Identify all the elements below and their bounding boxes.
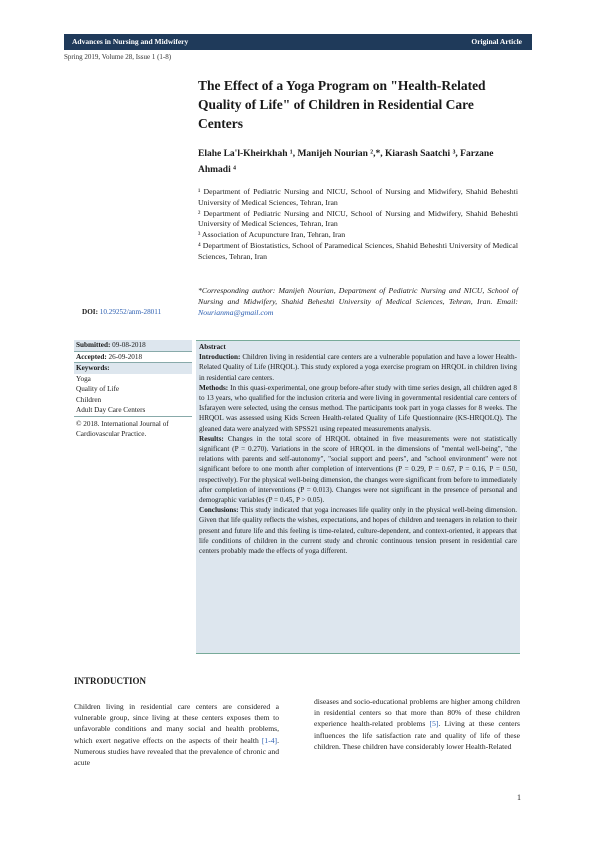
methods-label: Methods: bbox=[199, 383, 229, 392]
submitted-date: 09-08-2018 bbox=[112, 341, 146, 349]
affiliation-3: ³ Association of Acupuncture Iran, Tehran, Iran bbox=[198, 230, 346, 240]
body-column-2 bbox=[314, 696, 520, 752]
page-number: 1 bbox=[517, 793, 521, 802]
corresponding-author bbox=[198, 286, 518, 318]
col1-text-a: Children living in residential care centers are considered a vulnerable group, since living at these centers exposes them to unfavorable conditions and many social and health problems, which exert negative effects on the aspects of their health bbox=[74, 702, 279, 745]
doi bbox=[82, 308, 161, 316]
affiliation-4: ⁴ Department of Biostatistics, School of Paramedical Sciences, Shahid Beheshti University of Medical Sciences, Tehran, Iran bbox=[198, 240, 518, 261]
issue-info: Spring 2019, Volume 28, Issue 1 (1-8) bbox=[64, 53, 172, 61]
col2-text-a: diseases and socio-educational problems are higher among children in residential centers so that more than 80% of these children experience health-related problems bbox=[314, 697, 520, 729]
abstract-results bbox=[199, 434, 517, 505]
accepted-row bbox=[74, 352, 192, 364]
journal-header-bar bbox=[64, 34, 532, 50]
intro-label: Introduction: bbox=[199, 353, 241, 362]
affiliation-1: ¹ Department of Pediatric Nursing and NICU, School of Nursing and Midwifery, Shahid Beheshti University of Medical Sciences, Tehran, Iran bbox=[198, 187, 518, 207]
author-list: Elahe La'l-Kheirkhah ¹, Manijeh Nourian ²,*, Kiarash Saatchi ³, Farzane Ahmadi ⁴ bbox=[198, 149, 494, 175]
col2-text-b: . Living at these centers influences the life satisfaction rate and quality of life of these children. These children have considerably lower Health-Related bbox=[314, 719, 521, 751]
conclusions-text: This study indicated that yoga increases life quality only in the physical well-being dimension. Given that life quality reflects the wishes, expectations, and hopes of children and teenagers in relation to their present and future life and this feeling is time-related, culture-dependent, and context-oriented, it appears that life conditions of children in the current study and chronic continuous tension present in residential care centers probably made the effects of yoga different. bbox=[199, 506, 518, 556]
results-label: Results: bbox=[199, 434, 224, 443]
keyword-item: Quality of Life bbox=[76, 385, 120, 393]
citation-link[interactable]: [1-4] bbox=[261, 735, 278, 745]
keywords-label: Keywords: bbox=[74, 363, 192, 374]
keyword-item: Yoga bbox=[76, 374, 91, 383]
body-column-1 bbox=[74, 701, 279, 768]
abstract-introduction bbox=[199, 352, 517, 383]
article-title: The Effect of a Yoga Program on "Health-Related Quality of Life" of Children in Residential Care Centers bbox=[198, 78, 486, 131]
email-link[interactable]: Nourianma@gmail.com bbox=[198, 307, 274, 317]
citation-link[interactable]: [5] bbox=[429, 719, 439, 729]
conclusions-label: Conclusions: bbox=[199, 506, 239, 515]
accepted-label: Accepted: bbox=[76, 352, 107, 361]
abstract-methods bbox=[199, 383, 517, 434]
methods-text: In this quasi-experimental, one group before-after study with time series design, all children aged 8 to 13 years, who qualified for the inclusion criteria and were living in governmental residential care centers of Isfarayen were selected, using the census method. The participants took part in yoga classes for 8 weeks. The HRQOL was assessed using Kids Screen Health-related Quality of Life Questionnaire (KS-HRQOLQ). The gleaned data were analyzed with SPSS21 using repeated measurements analysis. bbox=[199, 383, 517, 433]
submitted-row bbox=[74, 340, 192, 352]
intro-text: Children living in residential care centers are a vulnerable population and have a lower Health-Related Quality of Life (HRQOL). This study explored a yoga exercise program on HRQOL in children living in residential care centers. bbox=[199, 353, 517, 382]
accepted-date: 26-09-2018 bbox=[108, 352, 143, 361]
abstract-heading: Abstract bbox=[199, 343, 226, 351]
submitted-label: Submitted: bbox=[76, 341, 111, 349]
affiliations bbox=[198, 187, 518, 263]
abstract-conclusions bbox=[199, 505, 517, 556]
col1-text-b: . Numerous studies have revealed that the prevalence of chronic and acute bbox=[74, 735, 279, 768]
article-type: Original Article bbox=[471, 37, 522, 46]
article-info-sidebar bbox=[74, 340, 192, 440]
affiliation-2: ² Department of Pediatric Nursing and NICU, School of Nursing and Midwifery, Shahid Beheshti University of Medical Sciences, Tehran, Iran bbox=[198, 208, 518, 229]
keyword-item: Adult Day Care Centers bbox=[74, 405, 192, 417]
introduction-heading: INTRODUCTION bbox=[74, 676, 147, 686]
doi-label: DOI: bbox=[82, 308, 98, 316]
abstract-box bbox=[196, 340, 520, 654]
journal-name: Advances in Nursing and Midwifery bbox=[72, 37, 189, 46]
keyword-item: Children bbox=[76, 395, 102, 404]
doi-link[interactable]: 10.29252/anm-28011 bbox=[99, 308, 162, 316]
copyright: © 2018. International Journal of Cardiovascular Practice. bbox=[76, 419, 169, 438]
corresponding-text: *Corresponding author: Manijeh Nourian, Department of Pediatric Nursing and NICU, School of Nursing and Midwifery, Shahid Beheshti University of Medical Sciences, Tehran, Iran. Email: bbox=[198, 286, 518, 306]
results-text: Changes in the total score of HRQOL obtained in five measurements were not statistically significant (P = 0.270). Variations in the score of HRQOL in the dimensions of "mental well-being", "the relations with parents and self-autonomy", "social support and peers", and "school environment" were not significant before to one month after completion of interventions (P = 0.29, P = 0.67, P = 0.16, P = 0.50, respectively). For the physical well-being dimension, the changes were significant from before to immediately after completion of interventions (P = 0.013). Changes were not significant in the presence of personal and demographic variables (P = 0.45, P > 0.05). bbox=[199, 434, 518, 505]
